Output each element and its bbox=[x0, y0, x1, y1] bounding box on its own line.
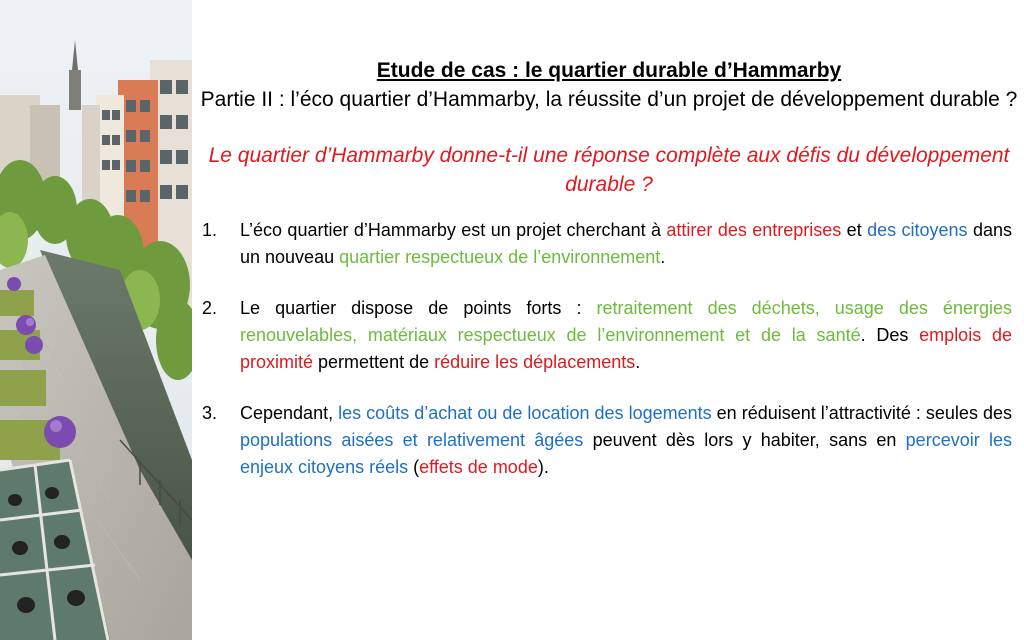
text-segment: et bbox=[841, 220, 868, 240]
text-segment: peuvent dès lors y habiter, sans en bbox=[583, 430, 906, 450]
text-segment: dans un nouveau bbox=[240, 220, 1012, 267]
text-segment: L’éco quartier d’Hammarby est un projet cherchant à bbox=[240, 220, 667, 240]
text-segment: des citoyens bbox=[867, 220, 968, 240]
hammarby-photo bbox=[0, 0, 192, 640]
text-segment: attirer des entreprises bbox=[666, 220, 842, 240]
list-item-number: 3. bbox=[202, 403, 218, 423]
text-segment: les coûts d’achat ou de location des logements bbox=[338, 403, 712, 423]
text-segment: populations aisées et relativement âgées bbox=[240, 430, 584, 450]
list-item bbox=[200, 217, 1012, 271]
text-segment: . Des bbox=[860, 325, 920, 345]
title-block bbox=[200, 56, 1018, 114]
slide-subtitle: Partie II : l’éco quartier d’Hammarby, la réussite d’un projet de développement durable ? bbox=[200, 88, 1018, 111]
list-item-text bbox=[240, 298, 1012, 372]
text-segment: retraitement des déchets, usage des énergies renouvelables, matériaux respectueux de l’environnement et de la santé bbox=[240, 298, 1012, 345]
text-segment: permettent de bbox=[313, 352, 435, 372]
text-segment: effets de mode bbox=[419, 457, 538, 477]
list-item-text bbox=[240, 220, 1012, 267]
text-segment: ( bbox=[408, 457, 420, 477]
text-segment: quartier respectueux de l’environnement bbox=[339, 247, 661, 267]
text-segment: ). bbox=[537, 457, 549, 477]
text-segment: en réduisent l’attractivité : seules des bbox=[711, 403, 1013, 423]
text-segment: Le quartier dispose de points forts : bbox=[240, 298, 597, 318]
numbered-points bbox=[200, 217, 1018, 481]
slide-title: Etude de cas : le quartier durable d’Hammarby bbox=[376, 59, 842, 82]
text-segment: . bbox=[660, 247, 666, 267]
list-item-text bbox=[240, 403, 1012, 477]
text-segment: Cependant, bbox=[240, 403, 339, 423]
text-segment: emplois de proximité bbox=[240, 325, 1012, 372]
list-item bbox=[200, 400, 1012, 481]
text-segment: percevoir les enjeux citoyens réels bbox=[240, 430, 1012, 477]
list-item bbox=[200, 295, 1012, 376]
text-segment: réduire les déplacements bbox=[434, 352, 636, 372]
list-item-number: 1. bbox=[202, 220, 218, 240]
list-item-number: 2. bbox=[202, 298, 218, 318]
text-segment: . bbox=[635, 352, 641, 372]
problem-question: Le quartier d’Hammarby donne-t-il une réponse complète aux défis du développement durable ? bbox=[208, 144, 1010, 196]
slide-content bbox=[200, 56, 1018, 505]
